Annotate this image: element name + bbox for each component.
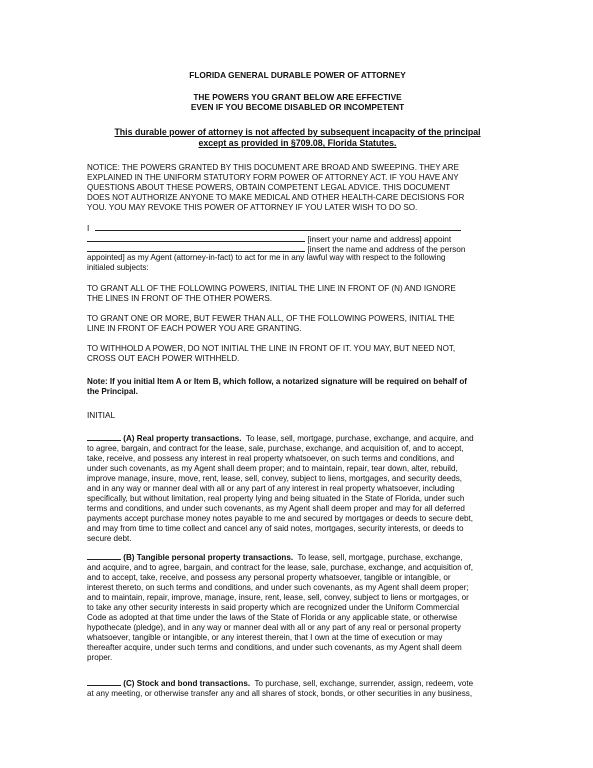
notice-line: EXPLAINED IN THE UNIFORM STATUTORY FORM POWER OF ATTORNEY ACT. IF YOU HAVE ANY [87, 173, 459, 183]
instruction-grant-some [87, 314, 508, 334]
item-line: and to maintain, repair, improve, manage, insure, rent, lease, sell, convey, subject to liens or mortgages, or [87, 593, 469, 603]
principal-address-blank[interactable] [87, 233, 305, 242]
appointment-line-1 [87, 222, 461, 233]
notice-line: NOTICE: THE POWERS GRANTED BY THIS DOCUMENT ARE BROAD AND SWEEPING. THEY ARE [87, 163, 459, 172]
instruction-line: TO WITHHOLD A POWER, DO NOT INITIAL THE LINE IN FRONT OF IT. YOU MAY, BUT NEED NOT, [87, 344, 456, 353]
item-line: secure debt. [87, 534, 132, 544]
subtitle-line-1: THE POWERS YOU GRANT BELOW ARE EFFECTIVE [193, 92, 402, 102]
instruction-withhold [87, 344, 508, 364]
item-line: thereafter acquire, under such terms and conditions, and under such covenants, as my Agent shall deem [87, 643, 462, 653]
item-line: under such covenants, as my Agent shall deem proper; and to maintain, repair, tear down, alter, rebuild, [87, 464, 458, 474]
item-line: and acquire, and to agree, bargain, and contract for the lease, sale, purchase, exchange, and acquisition of, [87, 563, 474, 573]
item-line: terms and conditions, and under such covenants, as my Agent shall deem proper and may for all deferred [87, 504, 465, 514]
item-first-line [87, 432, 508, 444]
notice-line: QUESTIONS ABOUT THESE POWERS, OBTAIN COMPETENT LEGAL ADVICE. THIS DOCUMENT [87, 183, 451, 193]
instruction-line: THE LINES IN FRONT OF THE OTHER POWERS. [87, 294, 272, 304]
subtitle-line-2: EVEN IF YOU BECOME DISABLED OR INCOMPETENT [190, 102, 405, 112]
item-heading: (C) Stock and bond transactions. [123, 679, 251, 688]
instruction-line: LINE IN FRONT OF EACH POWER YOU ARE GRANTING. [87, 324, 302, 334]
item-first-rest: To purchase, sell, exchange, surrender, assign, redeem, vote [254, 679, 474, 688]
item-line: interest thereto, on such terms and conditions, and under such covenants, as my Agent shall deem proper; [87, 583, 469, 593]
item-line: at any meeting, or otherwise transfer any and all shares of stock, bonds, or other securities in any business, [87, 689, 473, 699]
durable-note-line-2: except as provided in §709.08, Florida Statutes. [198, 138, 397, 148]
item-line: and in any way or manner deal with all or any part of any interest in real property whatsoever, including [87, 484, 455, 494]
instruction-line: CROSS OUT EACH POWER WITHHELD. [87, 354, 240, 364]
appointment-line: appointed] as my Agent (attorney-in-fact) to act for me in any lawful way with respect to the following [87, 253, 446, 262]
appointment-line: initialed subjects: [87, 263, 149, 273]
initial-blank-c[interactable] [87, 677, 121, 686]
durable-note-line-1: This durable power of attorney is not affected by subsequent incapacity of the principal [114, 127, 481, 137]
note-line: the Principal. [87, 387, 138, 397]
item-line: and to accept, take, receive, and possess any personal property whatsoever, tangible or intangible, or [87, 573, 451, 583]
instruction-line: TO GRANT ALL OF THE FOLLOWING POWERS, INITIAL THE LINE IN FRONT OF (N) AND IGNORE [87, 284, 456, 293]
item-line: proper. [87, 653, 113, 663]
item-b-tangible-property [87, 551, 508, 664]
item-line: take, receive, and possess any interest in real property whatsoever, on such terms and conditions, and [87, 454, 455, 464]
item-line: improve manage, insure, move, rent, lease, sell, convey, subject to liens, mortgages, and security deeds, [87, 474, 463, 484]
principal-name-blank[interactable] [95, 222, 461, 231]
item-line: whatsoever, tangible or intangible, or any interest therein, that I own at the time of execution or may [87, 633, 443, 643]
item-line: and may from time to time collect and cancel any of said notes, mortgages, security interests, or deeds to [87, 524, 464, 534]
item-c-stock-bond [87, 677, 508, 699]
agent-hint: [insert the name and address of the person [307, 244, 466, 254]
name-hint: [insert your name and address] appoint [307, 234, 452, 244]
item-heading: (A) Real property transactions. [123, 434, 242, 443]
notice-line: DOES NOT AUTHORIZE ANYONE TO MAKE MEDICAL AND OTHER HEALTH-CARE DECISIONS FOR [87, 193, 465, 203]
item-line: specifically, but without limitation, real property lying and being situated in the State of Florida, under such [87, 494, 465, 504]
initial-label: INITIAL [87, 410, 116, 420]
item-first-rest: To lease, sell, mortgage, purchase, exchange, and acquire, and [245, 434, 474, 443]
i-label: I [87, 223, 90, 233]
item-line: hypothecate (pledge), and in any way or manner deal with all or any part of any real or personal property [87, 623, 461, 633]
item-heading: (B) Tangible personal property transactions. [123, 553, 294, 562]
initial-blank-a[interactable] [87, 432, 121, 441]
notarization-note [87, 377, 508, 397]
appointment-text [87, 253, 508, 273]
item-line: payments accept purchase money notes payable to me and secured by mortgages or deeds to secure debt, [87, 514, 474, 524]
item-first-rest: To lease, sell, mortgage, purchase, exchange, [297, 553, 463, 562]
item-line: to take any other security interests in said property which are recognized under the Uniform Commercial [87, 603, 460, 613]
item-line: Code as adopted at that time under the laws of the State of Florida or any applicable state, or otherwise [87, 613, 458, 623]
instruction-line: TO GRANT ONE OR MORE, BUT FEWER THAN ALL, OF THE FOLLOWING POWERS, INITIAL THE [87, 314, 455, 323]
note-line: Note: If you initial Item A or Item B, which follow, a notarized signature will be required on behalf of [87, 377, 467, 386]
item-line: to agree, bargain, and contract for the lease, sale, purchase, exchange, and acquisition of, and to accept, [87, 444, 464, 454]
agent-name-blank[interactable] [87, 243, 305, 252]
notice-paragraph [87, 163, 508, 213]
document-title: FLORIDA GENERAL DURABLE POWER OF ATTORNEY [189, 70, 406, 80]
item-first-line [87, 551, 508, 563]
initial-blank-b[interactable] [87, 551, 121, 560]
item-first-line [87, 677, 508, 689]
instruction-grant-all [87, 284, 508, 304]
item-a-real-property [87, 432, 508, 545]
notice-line: YOU. YOU MAY REVOKE THIS POWER OF ATTORNEY IF YOU LATER WISH TO DO SO. [87, 203, 418, 213]
